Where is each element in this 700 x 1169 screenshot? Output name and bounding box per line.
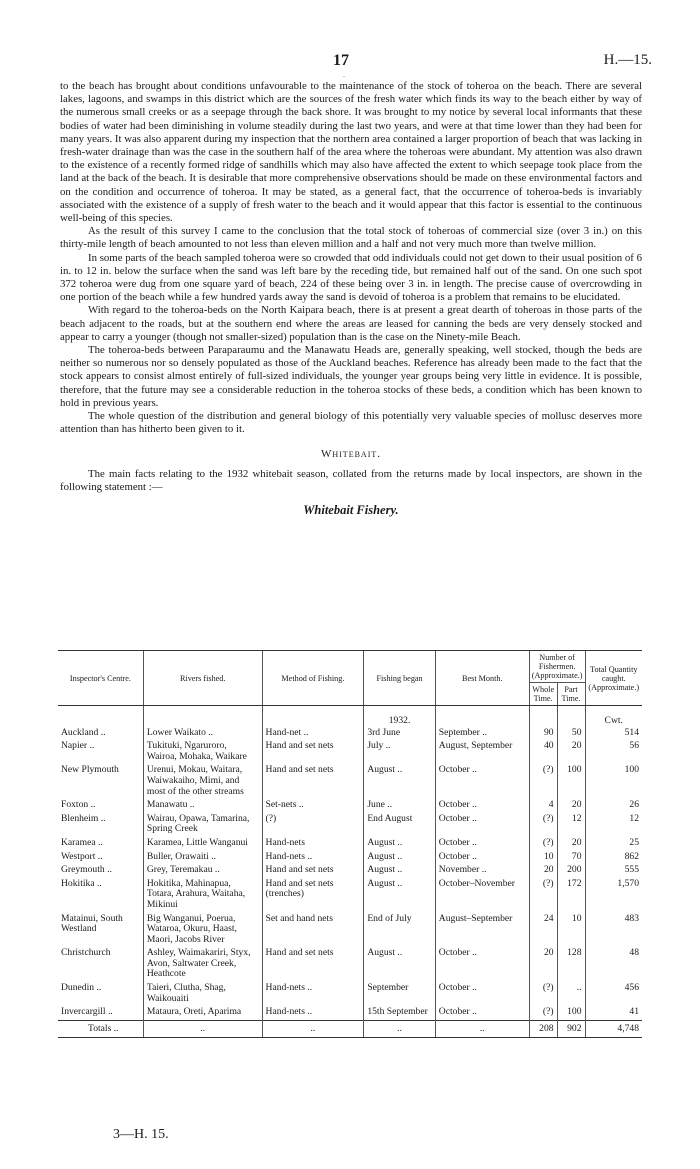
cell-part: 70 xyxy=(557,851,585,865)
table-row xyxy=(58,864,642,878)
cell-rivers: Big Wanganui, Poerua, Wataroa, Okuru, Haast, Maori, Jacobs River xyxy=(143,913,262,948)
cell-total: 456 xyxy=(585,982,642,1006)
cell-rivers: Grey, Teremakau .. xyxy=(143,864,262,878)
table-row xyxy=(58,740,642,764)
table-row xyxy=(58,1006,642,1020)
header-began: Fishing began xyxy=(364,651,435,706)
cell-rivers: Manawatu .. xyxy=(143,799,262,813)
header-mark: . xyxy=(343,70,345,79)
cell-part: .. xyxy=(557,982,585,1006)
cell-rivers: Lower Waikato .. xyxy=(143,727,262,741)
cell-part: 100 xyxy=(557,764,585,799)
header-method: Method of Fishing. xyxy=(262,651,364,706)
cell-part: 172 xyxy=(557,878,585,913)
cell-centre: Greymouth .. xyxy=(61,864,112,876)
cell-method: Hand and set nets xyxy=(262,864,364,878)
totals-row xyxy=(58,1020,642,1038)
page-footer: 3—H. 15. xyxy=(113,1127,169,1142)
cell-method: Hand and set nets (trenches) xyxy=(262,878,364,913)
cell-best: August–September xyxy=(435,913,529,948)
cell-rivers: Urenui, Mokau, Waitara, Waiwakaiho, Mimi, and most of the other streams xyxy=(143,764,262,799)
paragraph: As the result of this survey I came to the conclusion that the total stock of toheroas of commercial size (over 3 in.) on this thirty-mile length of beach amounted to not less than eleven million and a half and not very much more than twelve million. xyxy=(60,225,642,251)
totals-blank: .. xyxy=(435,1020,529,1038)
year-label: 1932. xyxy=(364,706,435,727)
table-row xyxy=(58,878,642,913)
cell-rivers: Wairau, Opawa, Tamarina, Spring Creek xyxy=(143,813,262,837)
cell-began: August .. xyxy=(364,851,435,865)
paragraph: The toheroa-beds between Paraparaumu and the Manawatu Heads are, generally speaking, well stocked, though the beds are neither so numerous nor so densely populated as those of the Auckland beaches. Reference has already been made to the fact that the stock appears to consist almost entirely of full-sized individuals, the younger year groups being very little in evidence. It is possible, therefore, that the future may see a considerable reduction in the toheroa stocks of these beds, a condition which has been known to hold in previous years. xyxy=(60,344,642,409)
cell-best: October .. xyxy=(435,764,529,799)
cell-began: August .. xyxy=(364,837,435,851)
cell-total: 100 xyxy=(585,764,642,799)
section-title: Whitebait. xyxy=(320,448,381,461)
cell-centre: Karamea .. xyxy=(61,836,103,848)
cell-method: Hand-nets xyxy=(262,837,364,851)
cell-whole: 24 xyxy=(529,913,557,948)
cell-best: October .. xyxy=(435,799,529,813)
cell-total: 12 xyxy=(585,813,642,837)
cell-best: October .. xyxy=(435,1006,529,1020)
table-title: Whitebait Fishery. xyxy=(303,503,399,518)
cell-centre: Christchurch xyxy=(61,947,111,959)
cell-part: 20 xyxy=(557,740,585,764)
totals-part: 902 xyxy=(557,1020,585,1038)
cell-part: 128 xyxy=(557,947,585,982)
paragraph: With regard to the toheroa-beds on the North Kaipara beach, there is at present a great dearth of toheroas in those parts of the beach adjacent to the roads, but at the southern end where the areas are leased for canning the beds are very densely stocked and appear to carry a younger (though not smaller-sized) population than is the case on the Ninety-mile Beach. xyxy=(60,304,642,343)
header-part: Part Time. xyxy=(557,683,585,706)
cell-whole: (?) xyxy=(529,764,557,799)
table-row xyxy=(58,764,642,799)
totals-blank: .. xyxy=(262,1020,364,1038)
cell-part: 200 xyxy=(557,864,585,878)
page-number: 17 xyxy=(333,52,349,69)
whitebait-table xyxy=(58,650,642,1038)
cell-centre: Dunedin .. xyxy=(61,982,102,994)
cell-centre: Westport .. xyxy=(61,850,103,862)
cell-method: (?) xyxy=(262,813,364,837)
table-row xyxy=(58,982,642,1006)
cell-method: Hand-nets .. xyxy=(262,1006,364,1020)
cell-method: Set and hand nets xyxy=(262,913,364,948)
cell-centre: Hokitika .. xyxy=(61,877,102,889)
cell-centre: Invercargill .. xyxy=(61,1006,113,1018)
table-row xyxy=(58,947,642,982)
cell-method: Hand and set nets xyxy=(262,764,364,799)
cell-whole: (?) xyxy=(529,982,557,1006)
cell-began: End of July xyxy=(364,913,435,948)
cell-method: Hand-nets .. xyxy=(262,982,364,1006)
totals-total: 4,748 xyxy=(585,1020,642,1038)
cell-best: October .. xyxy=(435,982,529,1006)
table-body xyxy=(58,706,642,1021)
cell-began: End August xyxy=(364,813,435,837)
cell-part: 10 xyxy=(557,913,585,948)
cell-began: August .. xyxy=(364,878,435,913)
cell-rivers: Karamea, Little Wanganui xyxy=(143,837,262,851)
paragraph: to the beach has brought about conditions unfavourable to the maintenance of the stock of toheroa on the beach. There are several lakes, lagoons, and swamps in this district which are the sources of the fresh water which finds its way to the beach either by way of the numerous small creeks or as a seepage through the back shore. It was brought to my notice by several local informants that these bodies of water had been diminishing in volume steadily during the last two years, and were at that time lower than they had been for many years. It was also apparent during my inspection that the northern area contained a larger proportion of beach that was lacking in fresh-water drainage than was the case in the southern half of the area where the toheroas were abundant. My attention was also drawn to the existence of a recently formed ridge of sandhills which may also have affected the extent to which seepage took place from the land at the back of the beach. It is desirable that more comprehensive observations should be made on these environmental factors and on the condition and occurrence of toheroa. It may be stated, as a general fact, that the occurrence of toheroa-beds is invariably associated with the existence of a supply of fresh water to the beach and it would appear that this factor is essential to the continuous well-being of this species. xyxy=(60,80,642,225)
table-row xyxy=(58,851,642,865)
cell-centre: Foxton .. xyxy=(61,799,96,811)
cell-began: July .. xyxy=(364,740,435,764)
cell-whole: 10 xyxy=(529,851,557,865)
cell-method: Hand-nets .. xyxy=(262,851,364,865)
cell-rivers: Hokitika, Mahinapua, Totara, Arahura, Waitaha, Mikinui xyxy=(143,878,262,913)
cell-centre: Napier .. xyxy=(61,740,95,752)
header-rivers: Rivers fished. xyxy=(143,651,262,706)
cell-centre: Matainui, South Westland xyxy=(61,912,123,935)
cell-best: November .. xyxy=(435,864,529,878)
cell-best: September .. xyxy=(435,727,529,741)
cell-whole: 20 xyxy=(529,947,557,982)
page-header xyxy=(0,52,700,79)
table-row xyxy=(58,706,642,727)
cell-whole: 4 xyxy=(529,799,557,813)
cell-total: 514 xyxy=(585,727,642,741)
totals-label: Totals .. xyxy=(58,1020,143,1038)
cell-whole: (?) xyxy=(529,837,557,851)
totals-blank: .. xyxy=(364,1020,435,1038)
cell-part: 50 xyxy=(557,727,585,741)
paragraph: The whole question of the distribution and general biology of this potentially very valuable species of mollusc deserves more attention than has hitherto been given to it. xyxy=(60,410,642,436)
cell-best: October .. xyxy=(435,851,529,865)
table-row xyxy=(58,813,642,837)
paragraph: In some parts of the beach sampled toheroa were so crowded that odd individuals could not get down to their usual position of 6 in. to 12 in. below the surface when the sand was left bare by the receding tide, but remained half out of the sand. On one such spot 372 toheroa were dug from one square yard of beach, 224 of these being over 3 in. in length. The precise cause of overcrowding in one portion of the beach while a few hundred yards away the sand is devoid of toheroa is a problem that remains to be elucidated. xyxy=(60,251,642,304)
cell-whole: 20 xyxy=(529,864,557,878)
table-row xyxy=(58,913,642,948)
table-row xyxy=(58,837,642,851)
cell-total: 26 xyxy=(585,799,642,813)
unit-label: Cwt. xyxy=(585,706,642,727)
cell-best: August, September xyxy=(435,740,529,764)
header-fishermen: Number of Fishermen. (Approximate.) xyxy=(529,651,585,683)
header-whole: Whole Time. xyxy=(529,683,557,706)
document-reference: H.—15. xyxy=(603,52,652,68)
cell-method: Hand and set nets xyxy=(262,740,364,764)
cell-total: 483 xyxy=(585,913,642,948)
cell-centre: New Plymouth xyxy=(61,764,119,776)
cell-whole: 90 xyxy=(529,727,557,741)
cell-method: Hand-net .. xyxy=(262,727,364,741)
cell-whole: (?) xyxy=(529,813,557,837)
cell-whole: 40 xyxy=(529,740,557,764)
cell-rivers: Buller, Orawaiti .. xyxy=(143,851,262,865)
cell-best: October .. xyxy=(435,837,529,851)
cell-total: 555 xyxy=(585,864,642,878)
header-best: Best Month. xyxy=(435,651,529,706)
cell-best: October–November xyxy=(435,878,529,913)
table-row xyxy=(58,727,642,741)
cell-best: October .. xyxy=(435,813,529,837)
cell-total: 862 xyxy=(585,851,642,865)
cell-rivers: Taieri, Clutha, Shag, Waikouaiti xyxy=(143,982,262,1006)
cell-began: August .. xyxy=(364,764,435,799)
cell-whole: (?) xyxy=(529,1006,557,1020)
header-centre: Inspector's Centre. xyxy=(58,651,143,706)
totals-whole: 208 xyxy=(529,1020,557,1038)
body-text xyxy=(60,80,642,521)
table-row xyxy=(58,799,642,813)
cell-began: 3rd June xyxy=(364,727,435,741)
cell-method: Hand and set nets xyxy=(262,947,364,982)
cell-part: 100 xyxy=(557,1006,585,1020)
cell-total: 25 xyxy=(585,837,642,851)
cell-method: Set-nets .. xyxy=(262,799,364,813)
cell-total: 48 xyxy=(585,947,642,982)
cell-began: June .. xyxy=(364,799,435,813)
cell-rivers: Tukituki, Ngaruroro, Wairoa, Mohaka, Waikare xyxy=(143,740,262,764)
cell-centre: Auckland .. xyxy=(61,726,106,738)
totals-blank: .. xyxy=(143,1020,262,1038)
cell-rivers: Ashley, Waimakariri, Styx, Avon, Saltwater Creek, Heathcote xyxy=(143,947,262,982)
section-intro: The main facts relating to the 1932 whitebait season, collated from the returns made by local inspectors, are shown in the following statement :— xyxy=(60,467,642,493)
cell-began: August .. xyxy=(364,864,435,878)
cell-part: 20 xyxy=(557,837,585,851)
cell-best: October .. xyxy=(435,947,529,982)
cell-began: September xyxy=(364,982,435,1006)
cell-rivers: Mataura, Oreti, Aparima xyxy=(143,1006,262,1020)
cell-part: 20 xyxy=(557,799,585,813)
cell-began: 15th September xyxy=(364,1006,435,1020)
cell-began: August .. xyxy=(364,947,435,982)
cell-centre: Blenheim .. xyxy=(61,812,106,824)
cell-whole: (?) xyxy=(529,878,557,913)
cell-total: 56 xyxy=(585,740,642,764)
cell-part: 12 xyxy=(557,813,585,837)
header-total: Total Quantity caught. (Approximate.) xyxy=(585,651,642,706)
cell-total: 1,570 xyxy=(585,878,642,913)
cell-total: 41 xyxy=(585,1006,642,1020)
